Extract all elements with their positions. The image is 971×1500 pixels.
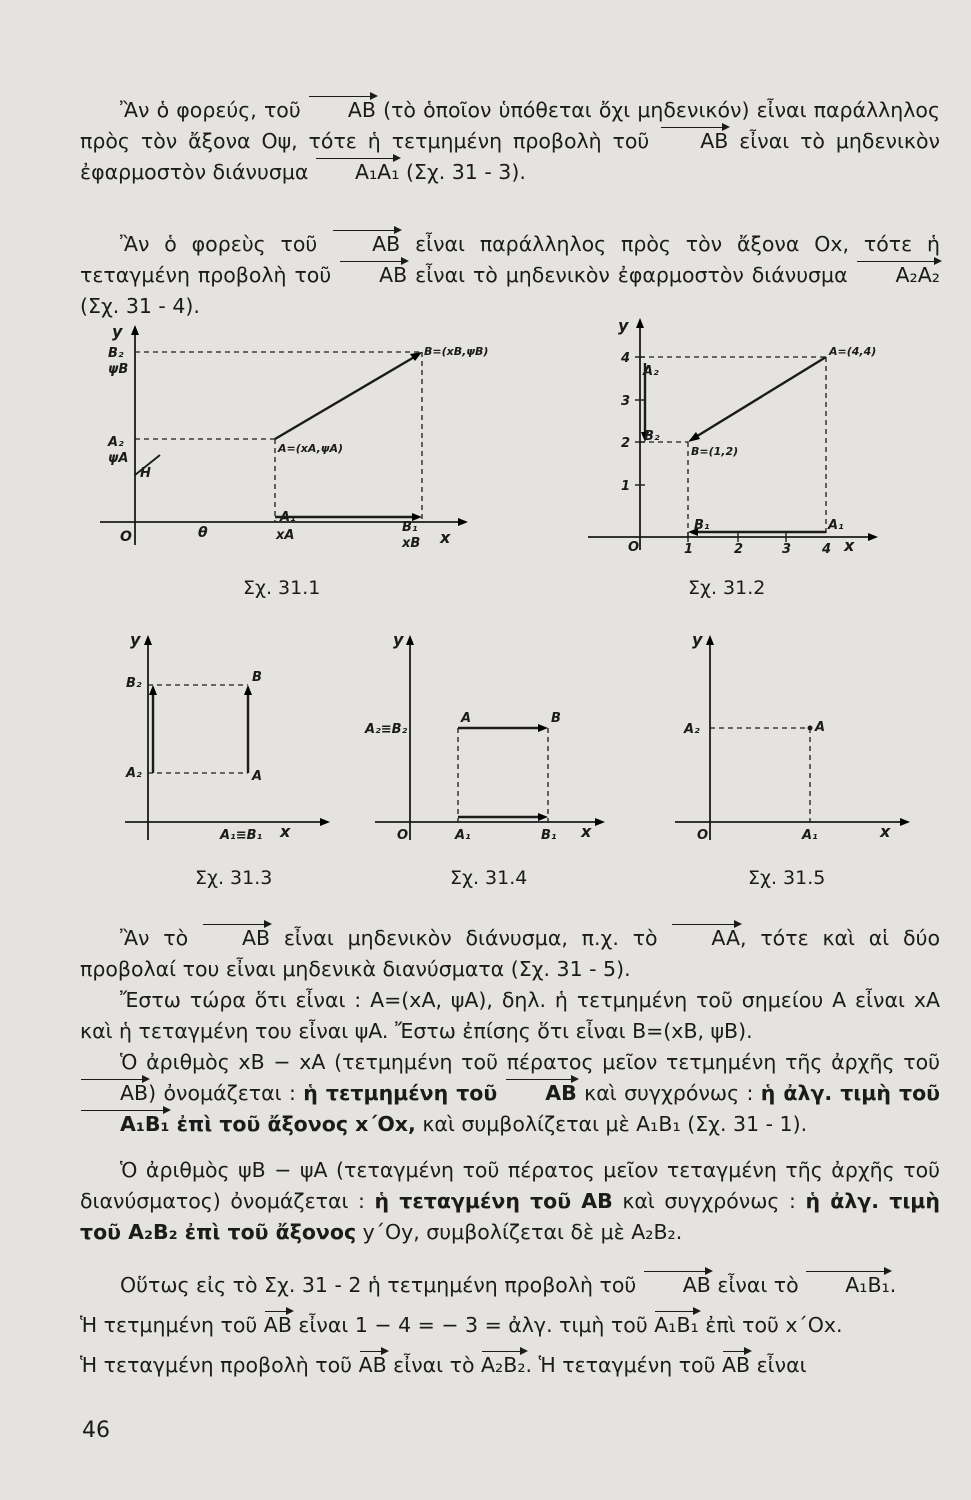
label-a2: A₂ <box>108 435 124 450</box>
label-y-axis: y <box>393 630 404 649</box>
tick-x-2: 2 <box>734 542 744 557</box>
paragraph-3: Ἂν τὸ AB εἶναι μηδενικὸν διάνυσμα, π.χ. τὸ AA, τότε καὶ αἱ δύο προβολαί του εἶναι μηδενικὰ διανύσματα (Σχ. 31 - 5). <box>80 923 940 985</box>
label-y-axis: y <box>130 630 141 649</box>
tick-x-1: 1 <box>684 542 694 557</box>
label-b2: B₂ <box>126 676 142 691</box>
label-x-axis: x <box>280 822 291 841</box>
label-x-axis: x <box>844 536 855 555</box>
label-a1: A₁ <box>455 828 471 843</box>
caption-31-1: Σχ. 31.1 <box>243 577 321 599</box>
label-point-a: A=(xA,ψA) <box>278 442 344 455</box>
label-yb: ψB <box>108 362 129 377</box>
label-y-axis: y <box>692 630 703 649</box>
label-x-axis: x <box>880 822 891 841</box>
label-x-axis: x <box>440 528 451 547</box>
tick-x-3: 3 <box>782 542 792 557</box>
label-xb: xB <box>402 536 421 551</box>
label-a1: A₁ <box>280 510 296 525</box>
label-point-b: B <box>551 711 561 726</box>
label-origin: O <box>697 828 709 843</box>
tick-y-2: 2 <box>621 436 631 451</box>
caption-31-5: Σχ. 31.5 <box>748 867 826 889</box>
label-point-a: A <box>815 720 826 735</box>
label-origin: O <box>628 540 640 555</box>
paragraph-4: Ἔστω τώρα ὅτι εἶναι : A=(xA, ψA), δηλ. ἡ τετμημένη τοῦ σημείου A εἶναι xA καὶ ἡ τεταγμένη του εἶναι ψA. Ἔστω ἐπίσης ὅτι εἶναι B=(xB, ψB). <box>80 988 940 1043</box>
paragraph-5: Ὁ ἀριθμὸς xB − xA (τετμημένη τοῦ πέρατος μεῖον τετμημένη τῆς ἀρχῆς τοῦ AB) ὀνομάζεται : ἡ τετμημένη τοῦ AB καὶ συγχρόνως : ἡ ἀλγ. τιμὴ τοῦ A₁B₁ ἐπὶ τοῦ ἄξονος x΄Ox, καὶ συμβολίζεται μὲ A₁B₁ (Σχ. 31 - 1). <box>80 1047 940 1140</box>
label-a1: A₁ <box>828 518 844 533</box>
paragraph-9: Ἡ τεταγμένη προβολὴ τοῦ AB εἶναι τὸ A₂B₂. Ἡ τεταγμένη τοῦ AB εἶναι <box>80 1350 940 1381</box>
label-ya: ψA <box>108 451 129 466</box>
figure-31-4 <box>365 625 610 850</box>
label-h: H <box>140 466 151 481</box>
paragraph-1: Ἂν ὁ φορεύς, τοῦ AB (τὸ ὁποῖον ὑπόθεται ὄχι μηδενικόν) εἶναι παράλληλος πρὸς τὸν ἄξονα Οψ, τότε ἡ τετμημένη προβολὴ τοῦ AB εἶναι τὸ μηδενικὸν ἐφαρμοστὸν διάνυσμα A₁A₁ (Σχ. 31 - 3). <box>80 95 940 188</box>
caption-31-2: Σχ. 31.2 <box>688 577 766 599</box>
paragraph-6: Ὁ ἀριθμὸς ψB − ψA (τεταγμένη τοῦ πέρατος μεῖον τεταγμένη τῆς ἀρχῆς τοῦ διανύσματος) ὀνομάζεται : ἡ τεταγμένη τοῦ AB καὶ συγχρόνως : ἡ ἀλγ. τιμὴ τοῦ A₂B₂ ἐπὶ τοῦ ἄξονος y΄Oy, συμβολίζεται δὲ μὲ A₂B₂. <box>80 1158 940 1244</box>
paragraph-2: Ἂν ὁ φορεὺς τοῦ AB εἶναι παράλληλος πρὸς τὸν ἄξονα Οx, τότε ἡ τεταγμένη προβολὴ τοῦ AB εἶναι τὸ μηδενικὸν ἐφαρμοστὸν διάνυσμα A₂A₂ (Σχ. 31 - 4). <box>80 229 940 322</box>
label-a1-b1: A₁≡B₁ <box>220 828 263 843</box>
label-a2-b2: A₂≡B₂ <box>365 722 408 737</box>
tick-x-4: 4 <box>822 542 832 557</box>
label-point-a: A=(4,4) <box>829 345 877 358</box>
label-origin: O <box>120 529 132 545</box>
label-y-axis: y <box>618 316 629 335</box>
label-x-axis: x <box>581 822 592 841</box>
label-point-a: A <box>461 711 472 726</box>
figure-31-1 <box>100 315 489 555</box>
caption-31-3: Σχ. 31.3 <box>195 867 273 889</box>
tick-y-3: 3 <box>621 394 631 409</box>
figure-31-3 <box>120 625 335 850</box>
label-b1: B₁ <box>402 520 418 535</box>
caption-31-4: Σχ. 31.4 <box>450 867 528 889</box>
label-origin: O <box>397 828 409 843</box>
label-point-b: B=(xB,ψB) <box>424 345 489 358</box>
paragraph-8: Ἡ τετμημένη τοῦ AB εἶναι 1 − 4 = − 3 = ἀλγ. τιμὴ τοῦ A₁B₁ ἐπὶ τοῦ x΄Ox. <box>80 1310 940 1341</box>
label-a2: A₂ <box>684 722 700 737</box>
figure-31-2 <box>588 315 888 555</box>
label-b2: B₂ <box>108 346 124 361</box>
label-xa: xA <box>276 528 295 543</box>
label-point-a: A <box>252 769 263 784</box>
label-y-axis: y <box>112 322 123 341</box>
label-point-b: B <box>252 670 262 685</box>
label-b1: B₁ <box>541 828 557 843</box>
label-a2: A₂ <box>643 364 659 379</box>
figure-31-5 <box>670 625 915 850</box>
tick-y-1: 1 <box>621 479 631 494</box>
label-theta: θ <box>198 525 208 541</box>
page-number: 46 <box>82 1418 110 1443</box>
label-a2: A₂ <box>126 766 142 781</box>
tick-y-4: 4 <box>621 351 631 366</box>
paragraph-7: Οὕτως εἰς τὸ Σχ. 31 - 2 ἡ τετμημένη προβολὴ τοῦ AB εἶναι τὸ A₁B₁. <box>80 1270 940 1301</box>
label-point-b: B=(1,2) <box>691 445 739 458</box>
label-b2: B₂ <box>644 429 660 444</box>
label-a1: A₁ <box>802 828 818 843</box>
label-b1: B₁ <box>694 518 710 533</box>
